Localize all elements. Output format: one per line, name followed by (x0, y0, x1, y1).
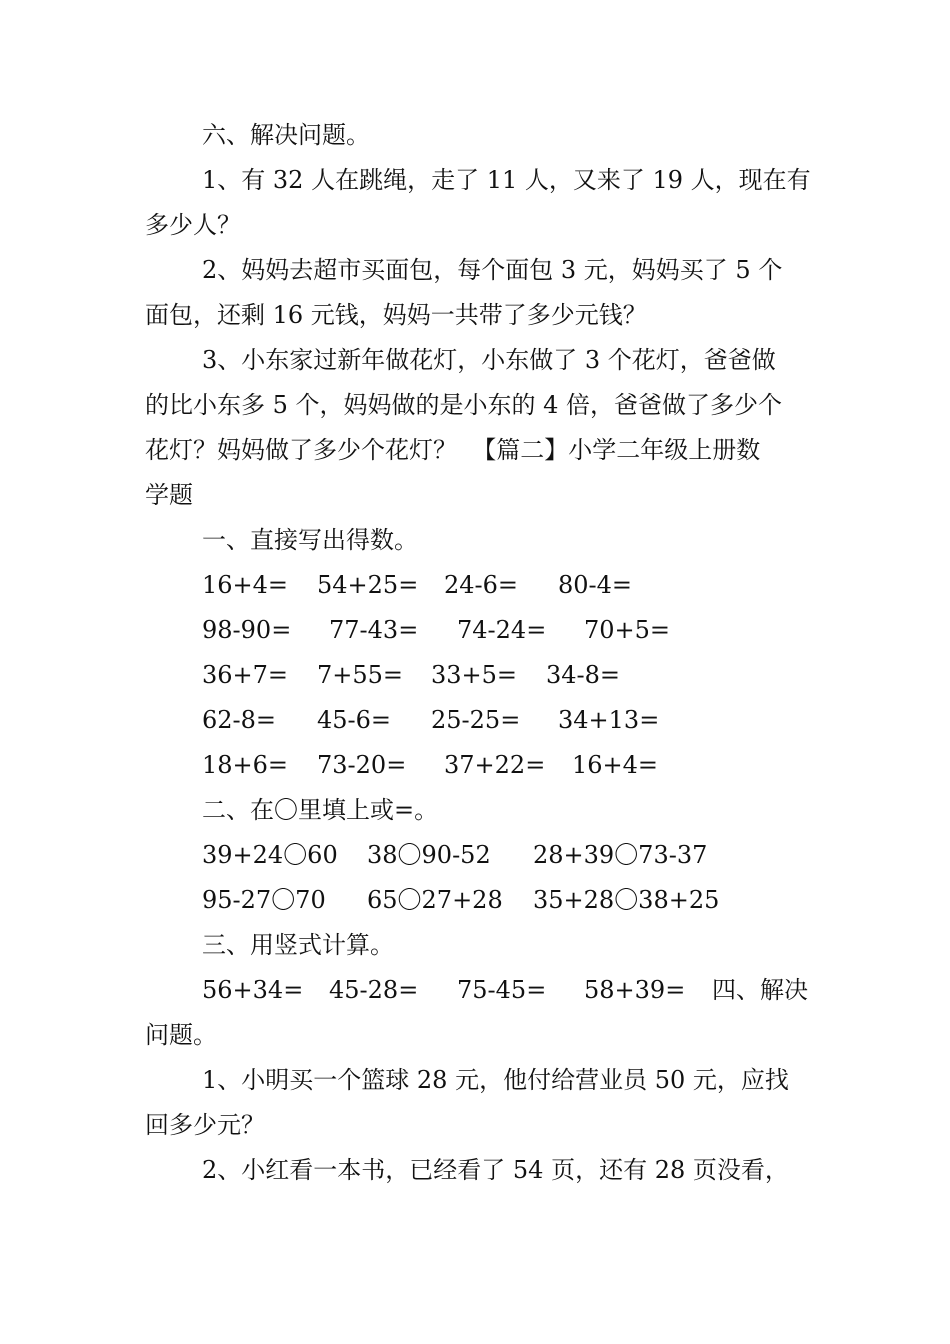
calc-item: 54+25= (317, 571, 419, 599)
calc-item: 16+4= (572, 751, 659, 779)
calc-item: 24-6= (444, 571, 519, 599)
calc-item: 25-25= (431, 706, 521, 734)
calc-item: 73-20= (317, 751, 407, 779)
calc-item: 75-45= (457, 976, 547, 1004)
section-two-heading: 二、在〇里填上或=。 (202, 796, 439, 824)
compare-item: 95-27〇70 (202, 886, 326, 914)
problem-1-line-1: 1、有 32 人在跳绳，走了 11 人，又来了 19 人，现在有 (202, 166, 811, 194)
compare-item: 65〇27+28 (367, 886, 503, 914)
calc-item: 77-43= (329, 616, 419, 644)
calc-item: 36+7= (202, 661, 289, 689)
calc-item: 33+5= (431, 661, 518, 689)
calc-item: 37+22= (444, 751, 546, 779)
problem-2-line-2: 面包，还剩 16 元钱，妈妈一共带了多少元钱？ (145, 301, 647, 329)
calc-item: 45-28= (329, 976, 419, 1004)
compare-item: 38〇90-52 (367, 841, 491, 869)
compare-item: 39+24〇60 (202, 841, 338, 869)
calc-item: 56+34= (202, 976, 304, 1004)
problem-4-1-line-1: 1、小明买一个篮球 28 元，他付给营业员 50 元，应找 (202, 1066, 789, 1094)
calc-item: 34-8= (546, 661, 621, 689)
section-four-heading-end: 问题。 (145, 1021, 217, 1049)
calc-item: 70+5= (584, 616, 671, 644)
problem-3-line-2: 的比小东多 5 个，妈妈做的是小东的 4 倍，爸爸做了多少个 (145, 391, 783, 419)
section-four-heading-start: 四、解决 (712, 976, 808, 1004)
calc-item: 16+4= (202, 571, 289, 599)
calc-item: 74-24= (457, 616, 547, 644)
section-three-heading: 三、用竖式计算。 (202, 931, 394, 959)
calc-item: 45-6= (317, 706, 392, 734)
section-one-heading: 一、直接写出得数。 (202, 526, 418, 554)
calc-item: 58+39= (584, 976, 686, 1004)
calc-item: 98-90= (202, 616, 292, 644)
problem-2-line-1: 2、妈妈去超市买面包，每个面包 3 元，妈妈买了 5 个 (202, 256, 783, 284)
calc-item: 34+13= (558, 706, 660, 734)
calc-item: 18+6= (202, 751, 289, 779)
calc-item: 80-4= (558, 571, 633, 599)
compare-item: 28+39〇73-37 (533, 841, 708, 869)
problem-4-1-line-2: 回多少元？ (145, 1111, 265, 1139)
problem-3-line-3: 花灯？妈妈做了多少个花灯？ 【篇二】小学二年级上册数 (145, 436, 761, 464)
calc-item: 7+55= (317, 661, 404, 689)
problem-3-line-4: 学题 (145, 481, 193, 509)
compare-item: 35+28〇38+25 (533, 886, 720, 914)
problem-3-line-1: 3、小东家过新年做花灯，小东做了 3 个花灯，爸爸做 (202, 346, 776, 374)
section-six-heading: 六、解决问题。 (202, 121, 370, 149)
problem-1-line-2: 多少人？ (145, 211, 241, 239)
problem-4-2-line-1: 2、小红看一本书，已经看了 54 页，还有 28 页没看， (202, 1156, 789, 1184)
calc-item: 62-8= (202, 706, 277, 734)
